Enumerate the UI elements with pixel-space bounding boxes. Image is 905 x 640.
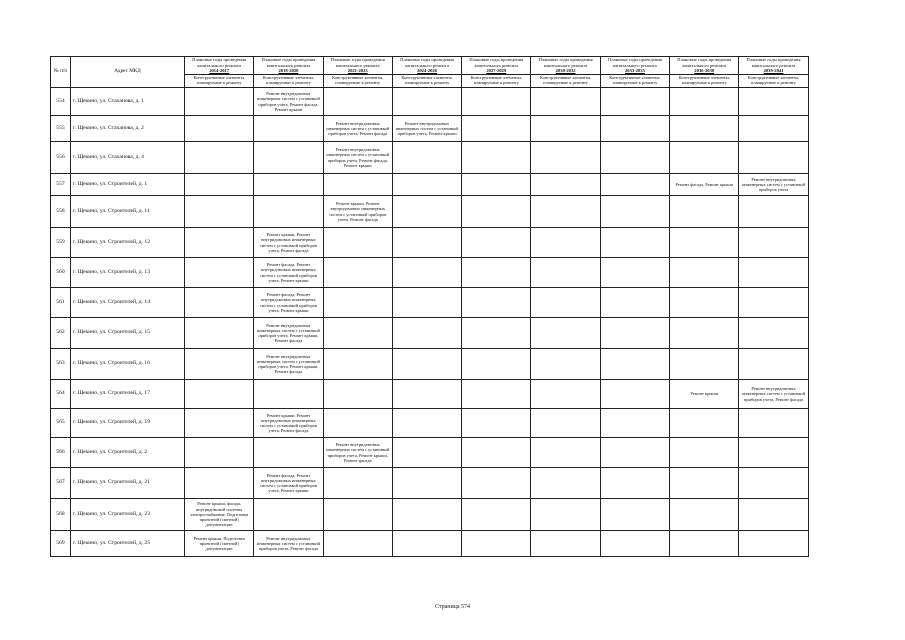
repair-works-cell [323,409,392,438]
repair-works-cell [739,288,808,318]
repair-works-cell [254,116,323,142]
repair-works-cell [600,380,669,409]
repair-works-cell [323,174,392,196]
repair-works-cell [185,438,254,468]
repair-works-cell [462,380,531,409]
repair-works-cell: Ремонт внутридомовых инженерных систем с установкой приборов учета, Ремонт фасада [739,380,808,409]
repair-works-cell [185,468,254,499]
repair-works-cell [531,531,600,557]
repair-works-cell [739,438,808,468]
row-number: 563 [51,349,71,380]
table-row [51,288,809,318]
repair-works-cell [670,499,739,531]
repair-works-cell [323,380,392,409]
row-number: 555 [51,116,71,142]
repair-works-cell [531,228,600,258]
repair-works-cell [392,196,461,228]
repair-works-cell [600,409,669,438]
repair-works-cell [670,409,739,438]
row-address: г. Щекино, ул. Стаханова, д. 2 [71,116,185,142]
column-subheader-elements: Конструктивные элементы, планируемые к ремонту [392,75,461,88]
repair-works-cell [600,499,669,531]
column-subheader-elements: Конструктивные элементы, планируемые к ремонту [254,75,323,88]
repair-works-cell [531,258,600,288]
column-header-period [392,57,461,75]
table-body [51,88,809,557]
repair-works-cell [600,438,669,468]
repair-works-cell [323,349,392,380]
repair-works-cell [531,468,600,499]
repair-works-cell [600,258,669,288]
repair-works-cell [392,88,461,116]
column-header-period [185,57,254,75]
repair-works-cell [392,499,461,531]
repair-works-cell [254,380,323,409]
repair-works-cell [254,438,323,468]
column-subheader-elements: Конструктивные элементы, планируемые к ремонту [739,75,808,88]
repair-works-cell: Ремонт крыши [670,380,739,409]
repair-works-cell [670,349,739,380]
repair-works-cell [670,116,739,142]
repair-works-cell [739,258,808,288]
repair-works-cell: Ремонт крыши. Подготовка проектной (сметной) документации [185,531,254,557]
repair-works-cell [739,228,808,258]
repair-works-cell [185,380,254,409]
repair-works-cell [185,228,254,258]
table-row [51,196,809,228]
repair-works-cell: Ремонт фасада, Ремонт внутридомовых инженерных систем с установкой приборов учета, Ремонт крыши [254,468,323,499]
capital-repair-schedule-table [50,56,809,557]
repair-works-cell [185,174,254,196]
table-row [51,499,809,531]
repair-works-cell [531,409,600,438]
row-address: г. Щекино, ул. Стаханова, д. 1 [71,88,185,116]
repair-works-cell [462,196,531,228]
period-years: 2027-2029 [486,68,507,74]
repair-works-cell [462,409,531,438]
repair-works-cell: Ремонт внутридомовых инженерных систем с установкой приборов учета, Ремонт фасада [254,531,323,557]
repair-works-cell [739,499,808,531]
repair-works-cell [392,380,461,409]
repair-works-cell [185,142,254,174]
repair-works-cell: Ремонт внутридомовых инженерных систем с установкой приборов учета, Ремонт крыши [392,116,461,142]
table-row [51,318,809,349]
repair-works-cell [323,88,392,116]
repair-works-cell [462,142,531,174]
repair-works-cell [392,531,461,557]
row-address: г. Щекино, ул. Строителей, д. 1 [71,174,185,196]
row-number: 566 [51,438,71,468]
repair-works-cell [531,196,600,228]
table-row [51,88,809,116]
repair-works-cell [323,531,392,557]
period-years: 2018-2020 [278,68,299,74]
column-header-period [739,57,808,75]
table-row [51,116,809,142]
repair-works-cell: Ремонт внутридомовых инженерных систем с установкой приборов учета, Ремонт фасада [323,116,392,142]
table-row [51,228,809,258]
repair-works-cell: Ремонт внутридомовых инженерных систем с установкой приборов учета, Ремонт крыши, Ремонт фасада [323,438,392,468]
repair-works-cell [531,288,600,318]
repair-works-cell [531,380,600,409]
table-row [51,142,809,174]
row-address: г. Щекино, ул. Строителей, д. 25 [71,531,185,557]
repair-works-cell [462,499,531,531]
column-header-period [670,57,739,75]
repair-works-cell [600,88,669,116]
repair-works-cell [185,258,254,288]
repair-works-cell [531,88,600,116]
repair-works-cell [392,142,461,174]
table-row [51,258,809,288]
row-number: 569 [51,531,71,557]
repair-works-cell [392,468,461,499]
repair-works-cell [670,196,739,228]
repair-works-cell [670,142,739,174]
repair-works-cell [323,288,392,318]
period-years: 2014-2017 [209,68,230,74]
repair-works-cell [185,288,254,318]
repair-works-cell [600,196,669,228]
repair-works-cell [323,228,392,258]
repair-works-cell: Ремонт крыши, фасада, внутридомовой системы электроснабжения. Подготовка проектной (сметной) документации [185,499,254,531]
period-title: Плановые годы проведения капитального ремонта [538,57,593,68]
repair-works-cell [462,88,531,116]
repair-works-cell [670,88,739,116]
repair-works-cell [600,318,669,349]
period-title: Плановые годы проведения капитального ремонта [192,57,247,68]
repair-works-cell [600,349,669,380]
period-years: 2024-2026 [417,68,437,74]
repair-works-cell [670,258,739,288]
repair-works-cell [531,116,600,142]
repair-works-cell [531,349,600,380]
repair-works-cell [462,258,531,288]
table-header [51,57,809,88]
row-address: г. Щекино, ул. Строителей, д. 17 [71,380,185,409]
repair-works-cell [670,531,739,557]
row-number: 567 [51,468,71,499]
repair-works-cell [185,88,254,116]
period-title: Плановые годы проведения капитального ремонта [607,57,662,68]
column-subheader-elements: Конструктивные элементы, планируемые к ремонту [600,75,669,88]
column-header-number: № п/п [51,57,71,88]
column-subheader-elements: Конструктивные элементы, планируемые к ремонту [185,75,254,88]
row-address: г. Щекино, ул. Строителей, д. 19 [71,409,185,438]
repair-works-cell [739,531,808,557]
repair-works-cell [670,288,739,318]
repair-works-cell [462,531,531,557]
repair-works-cell [323,258,392,288]
repair-works-cell [600,174,669,196]
row-number: 564 [51,380,71,409]
repair-works-cell: Ремонт внутридомовых инженерных систем с установкой приборов учета, Ремонт крыши, Ремонт фасада [254,349,323,380]
repair-works-cell [392,258,461,288]
repair-works-cell [254,499,323,531]
period-title: Плановые годы проведения капитального ремонта [469,57,524,68]
repair-works-cell: Ремонт крыши, Ремонт внутридомовых инженерных систем с установкой приборов учета, Ремонт фасада [254,409,323,438]
repair-works-cell: Ремонт внутридомовых инженерных систем с установкой приборов учета, Ремонт фасада, Ремонт крыши [323,142,392,174]
period-title: Плановые годы проведения капитального ремонта [261,57,316,68]
repair-works-cell [739,88,808,116]
repair-works-cell: Ремонт фасада, Ремонт внутридомовых инженерных систем с установкой приборов учета, Ремонт крыши [254,258,323,288]
table-row [51,409,809,438]
column-header-period [462,57,531,75]
column-header-period [254,57,323,75]
repair-works-cell [531,499,600,531]
repair-works-cell [392,438,461,468]
row-address: г. Щекино, ул. Строителей, д. 13 [71,258,185,288]
repair-works-cell [392,409,461,438]
repair-works-cell [600,116,669,142]
column-subheader-elements: Конструктивные элементы, планируемые к ремонту [323,75,392,88]
table-row [51,468,809,499]
repair-works-cell [739,116,808,142]
period-years: 2021-2023 [347,68,368,74]
table-row [51,380,809,409]
repair-works-cell [462,468,531,499]
repair-works-cell [462,438,531,468]
period-title: Плановые годы проведения капитального ремонта [677,57,732,68]
repair-works-cell: Ремонт крыши, Ремонт внутридомовых инженерных систем с установкой приборов учета, Ремонт фасада [323,196,392,228]
column-header-period [600,57,669,75]
repair-works-cell [392,174,461,196]
row-number: 554 [51,88,71,116]
repair-works-cell [392,349,461,380]
repair-works-cell [254,174,323,196]
repair-works-cell [254,142,323,174]
repair-works-cell [462,349,531,380]
repair-works-cell [600,142,669,174]
repair-works-cell [739,349,808,380]
row-number: 560 [51,258,71,288]
repair-works-cell [531,438,600,468]
repair-works-cell [739,409,808,438]
repair-works-cell [323,499,392,531]
row-number: 568 [51,499,71,531]
repair-works-cell [462,116,531,142]
table-row [51,174,809,196]
column-header-period [323,57,392,75]
period-years: 2039-2041 [763,68,784,74]
period-years: 2030-2032 [555,68,576,74]
repair-works-cell [254,196,323,228]
row-address: г. Щекино, ул. Строителей, д. 2 [71,438,185,468]
page-number: Страница 574 [434,604,471,610]
repair-works-cell [185,349,254,380]
column-header-period [531,57,600,75]
table-row [51,531,809,557]
repair-works-cell [462,228,531,258]
repair-works-cell [739,196,808,228]
repair-works-cell [739,468,808,499]
row-number: 558 [51,196,71,228]
repair-works-cell: Ремонт фасада, Ремонт внутридомовых инженерных систем с установкой приборов учета, Ремонт крыши [254,288,323,318]
period-title: Плановые годы проведения капитального ремонта [400,57,454,68]
period-title: Плановые годы проведения капитального ремонта [746,57,801,68]
table-row [51,349,809,380]
period-title: Плановые годы проведения капитального ремонта [330,57,385,68]
row-address: г. Щекино, ул. Строителей, д. 12 [71,228,185,258]
repair-works-cell [462,288,531,318]
repair-works-cell [670,228,739,258]
repair-works-cell [600,468,669,499]
repair-works-cell [739,142,808,174]
column-subheader-elements: Конструктивные элементы, планируемые к ремонту [462,75,531,88]
repair-works-cell [670,468,739,499]
repair-works-cell: Ремонт внутридомовых инженерных систем с установкой приборов учета, Ремонт крыши, Ремонт фасада [254,318,323,349]
row-address: г. Щекино, ул. Стаханова, д. 4 [71,142,185,174]
repair-works-cell [185,318,254,349]
row-address: г. Щекино, ул. Строителей, д. 14 [71,288,185,318]
repair-works-cell [600,531,669,557]
repair-works-cell [392,228,461,258]
row-address: г. Щекино, ул. Строителей, д. 16 [71,349,185,380]
row-number: 559 [51,228,71,258]
row-number: 556 [51,142,71,174]
repair-works-cell [670,438,739,468]
header-row [51,57,809,75]
repair-works-cell [531,318,600,349]
period-years: 2033-2035 [624,68,645,74]
table-row [51,438,809,468]
column-header-address: Адрес МКД [71,57,185,88]
repair-works-cell [600,228,669,258]
period-years: 2036-2038 [694,68,715,74]
repair-works-cell: Ремонт крыши, Ремонт внутридомовых инженерных систем с установкой приборов учета, Ремонт фасада [254,228,323,258]
repair-works-cell: Ремонт внутридомовых инженерных систем с установкой приборов учета [739,174,808,196]
repair-works-cell [462,318,531,349]
row-address: г. Щекино, ул. Строителей, д. 21 [71,468,185,499]
repair-works-cell [531,142,600,174]
repair-works-cell [185,116,254,142]
row-number: 561 [51,288,71,318]
repair-works-cell: Ремонт фасада, Ремонт крыши [670,174,739,196]
row-address: г. Щекино, ул. Строителей, д. 23 [71,499,185,531]
row-address: г. Щекино, ул. Строителей, д. 15 [71,318,185,349]
repair-works-cell [600,288,669,318]
repair-works-cell [670,318,739,349]
repair-works-cell [392,318,461,349]
repair-works-cell [739,318,808,349]
row-number: 565 [51,409,71,438]
repair-works-cell [531,174,600,196]
repair-works-cell [462,174,531,196]
repair-works-cell: Ремонт внутридомовых инженерных систем с установкой приборов учета, Ремонт фасада, Ремонт крыши [254,88,323,116]
repair-works-cell [323,318,392,349]
repair-works-cell [323,468,392,499]
repair-works-cell [185,409,254,438]
repair-works-cell [185,196,254,228]
column-subheader-elements: Конструктивные элементы, планируемые к ремонту [670,75,739,88]
row-number: 562 [51,318,71,349]
column-subheader-elements: Конструктивные элементы, планируемые к ремонту [531,75,600,88]
repair-works-cell [392,288,461,318]
row-address: г. Щекино, ул. Строителей, д. 11 [71,196,185,228]
row-number: 557 [51,174,71,196]
